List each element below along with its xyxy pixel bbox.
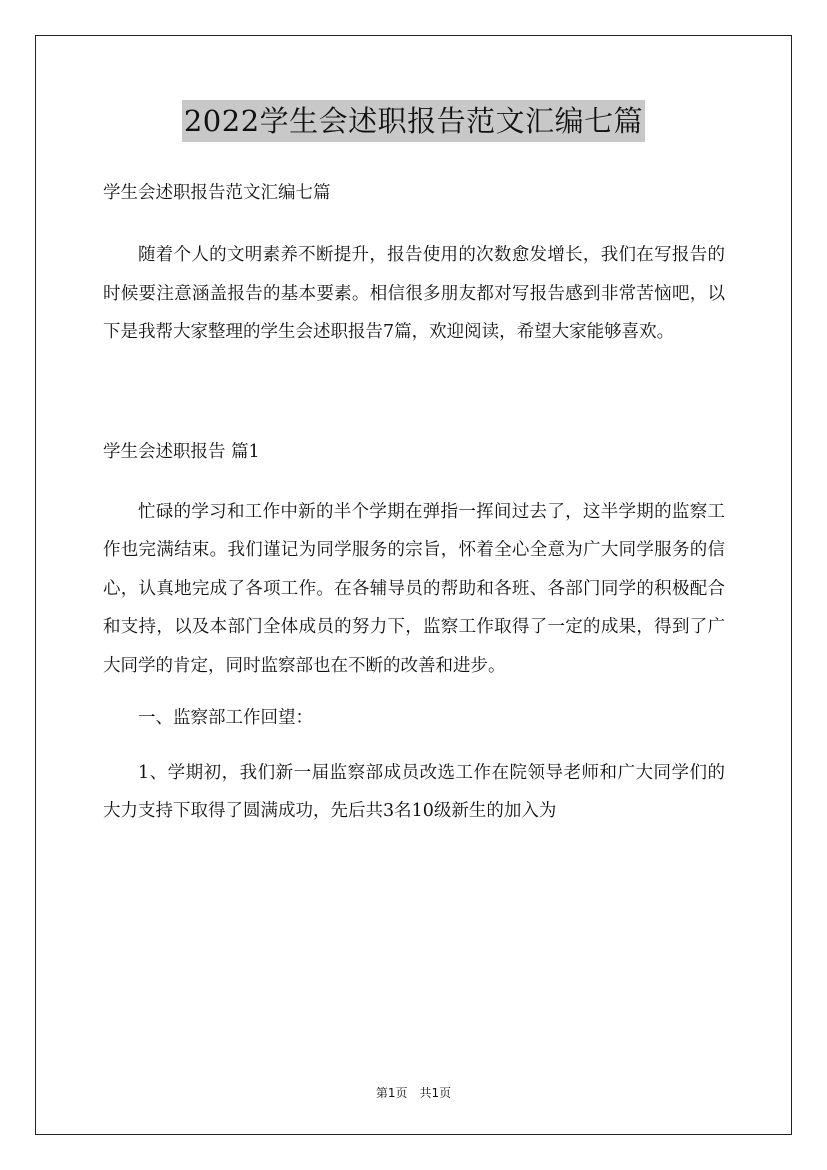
document-body	[103, 178, 725, 831]
subsection-heading: 一、监察部工作回望：	[138, 708, 313, 728]
page-footer: 第1页 共1页	[375, 1086, 452, 1100]
title-container	[0, 100, 827, 142]
document-subtitle: 学生会述职报告范文汇编七篇	[103, 183, 331, 203]
intro-paragraph: 随着个人的文明素养不断提升，报告使用的次数愈发增长，我们在写报告的时候要注意涵盖报告的基本要素。相信很多朋友都对写报告感到非常苦恼吧，以下是我帮大家整理的学生会述职报告7篇，欢迎阅读，希望大家能够喜欢。	[103, 245, 725, 342]
document-title: 2022学生会述职报告范文汇编七篇	[182, 100, 645, 142]
body-paragraph: 1、学期初，我们新一届监察部成员改选工作在院领导老师和广大同学们的大力支持下取得了圆满成功，先后共3名10级新生的加入为	[103, 762, 725, 821]
section-heading: 学生会述职报告 篇1	[103, 441, 260, 462]
body-paragraph: 忙碌的学习和工作中新的半个学期在弹指一挥间过去了，这半学期的监察工作也完满结束。我们谨记为同学服务的宗旨，怀着全心全意为广大同学服务的信心，认真地完成了各项工作。在各辅导员的帮助和各班、各部门同学的积极配合和支持，以及本部门全体成员的努力下，监察工作取得了一定的成果，得到了广大同学的肯定，同时监察部也在不断的改善和进步。	[103, 501, 725, 676]
